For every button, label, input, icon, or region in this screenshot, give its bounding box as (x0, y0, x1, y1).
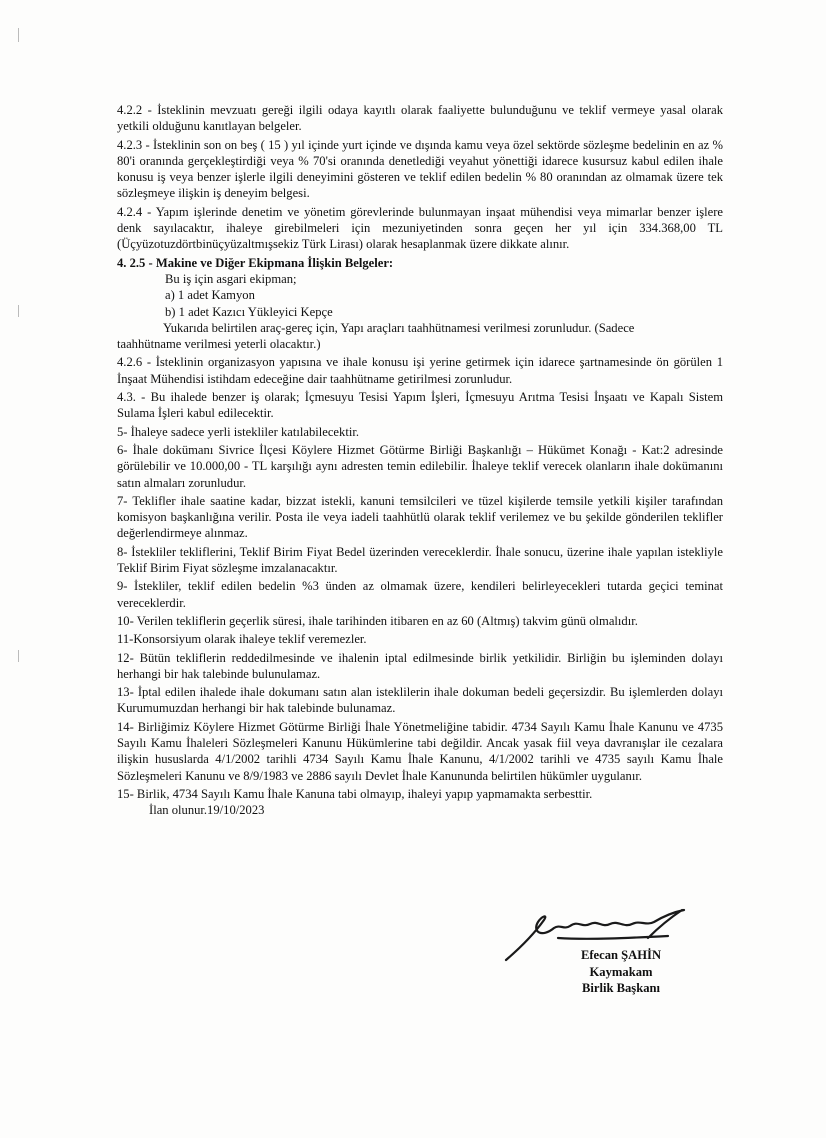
equipment-note-continued: taahhütname verilmesi yeterli olacaktır.) (117, 337, 321, 352)
paragraph-8: 8- İstekliler tekliflerini, Teklif Birim Fiyat Bedel üzerinden vereceklerdir. İhale sonucu, üzerine ihale yapılan istekliyle Teklif Birim Fiyat sözleşme imzalanacaktır. (117, 544, 723, 576)
scan-mark (18, 305, 19, 317)
paragraph-4-2-2: 4.2.2 - İsteklinin mevzuatı gereği ilgili odaya kayıtlı olarak faaliyette bulunduğunu ve teklif vermeye yasal olarak yetkili olduğunu kanıtlayan belgeler. (117, 103, 723, 134)
paragraph-4-2-3: 4.2.3 - İsteklinin son on beş ( 15 ) yıl içinde yurt içinde ve dışında kamu veya özel sektörde sözleşme bedelinin en az % 80'i oranında gerçekleştirdiği veya % 70'si oranında denetlediği veyahut yönettiği idarece kusursuz kabul edilen ihale konusu iş veya benzer işlerle ilgili deneyimini gösteren ve teklif edilen bedelin % 80 oranından az olmamak üzere tek sözleşmeye ilişkin iş deneyim belgesi. (117, 137, 723, 201)
equipment-note: Yukarıda belirtilen araç-gereç için, Yapı araçları taahhütnamesi verilmesi zorunludur. (Sadece (163, 320, 635, 335)
paragraph-14: 14- Birliğimiz Köylere Hizmet Götürme Birliği İhale Yönetmeliğine tabidir. 4734 Sayılı Kamu İhale Kanunu ve 4735 Sayılı Kamu İhaleleri Sözleşmeleri Kanunu Hükümlerine tabi değildir. Ancak yasak fiil veya davranışlar ile cezalara ilişkin hususlarda 4/1/2002 tarihli 4734 Sayılı Kamu İhale Kanunu, 4/1/2002 tarihli ve 4735 sayılı Kamu İhale Sözleşmeleri Kanunu ve 8/9/1983 ve 2886 sayılı Devlet İhale Kanununda belirtilen hükümler uygulanır. (117, 719, 723, 783)
signatory-block (556, 947, 686, 997)
paragraph-15: 15- Birlik, 4734 Sayılı Kamu İhale Kanuna tabi olmayıp, ihaleyi yapıp yapmamakta serbesttir. (117, 786, 593, 801)
scan-mark (18, 28, 19, 42)
equipment-intro: Bu iş için asgari ekipman; (165, 271, 297, 286)
equipment-item: a) 1 adet Kamyon (165, 288, 255, 303)
document-body (117, 102, 723, 820)
paragraph-11: 11-Konsorsiyum olarak ihaleye teklif veremezler. (117, 632, 367, 647)
equipment-item: b) 1 adet Kazıcı Yükleyici Kepçe (165, 304, 333, 319)
paragraph-12: 12- Bütün tekliflerin reddedilmesinde ve ihalenin iptal edilmesinde birlik yetkilidir. Birliğin bu işleminden dolayı herhangi bir hak talebinde bulunulamaz. (117, 650, 723, 681)
paragraph-13: 13- İptal edilen ihalede ihale dokumanı satın alan isteklilerin ihale dokuman bedeli geçersizdir. Bu işlemlerden dolayı Kurumumuzdan herhangi bir hak talebinde bulunamaz. (117, 685, 723, 716)
paragraph-7: 7- Teklifler ihale saatine kadar, bizzat istekli, kanuni temsilcileri ve tüzel kişilerde temsile yetkili kişiler tarafından komisyon başkanlığına verilir. Posta ile veya iadeli taahhütlü olarak teklif verilemez ve bu şekilde gönderilen teklifler değerlendirmeye alınmaz. (117, 493, 723, 541)
scan-mark (18, 650, 19, 662)
paragraph-6: 6- İhale dokümanı Sivrice İlçesi Köylere Hizmet Götürme Birliği Başkanlığı – Hükümet Konağı - Kat:2 adresinde görülebilir ve 10.000,00 - TL karşılığı aynı adresten temin edilebilir. İhaleye teklif verecek olanların ihale dokümanını satın almaları zorunludur. (117, 442, 723, 490)
equipment-heading: 4. 2.5 - Makine ve Diğer Ekipmana İlişkin Belgeler: (117, 255, 394, 270)
paragraph-5: 5- İhaleye sadece yerli istekliler katılabilecektir. (117, 424, 359, 439)
paragraph-4-2-4: 4.2.4 - Yapım işlerinde denetim ve yönetim görevlerinde bulunmayan inşaat mühendisi veya mimarlar benzer işlere denk sayılacaktır, ihaleye girebilmeleri için mezuniyetinden sonra geçen her yıl için 334.368,00 TL (Üçyüzotuzdörtbinüçyüzaltmışsekiz Türk Lirası) olarak hesaplanmak üzere dikkate alınır. (117, 204, 723, 252)
paragraph-4-2-6: 4.2.6 - İsteklinin organizasyon yapısına ve ihale konusu işi yerine getirmek için idarece şartnamesinde ön görülen 1 İnşaat Mühendisi istihdam edeceğine dair taahhütname getirilmesi zorunludur. (117, 355, 723, 386)
signatory-title-2: Birlik Başkanı (581, 981, 661, 995)
paragraph-4-3: 4.3. - Bu ihalede benzer iş olarak; İçmesuyu Tesisi Yapım İşleri, İçmesuyu Arıtma Tesisi İnşaatı ve Kapalı Sistem Sulama İşleri kabul edilecektir. (117, 390, 723, 421)
signatory-title: Kaymakam (589, 964, 653, 979)
ilan-date: İlan olunur.19/10/2023 (149, 803, 265, 818)
paragraph-9: 9- İstekliler, teklif edilen bedelin %3 ünden az olmamak üzere, kendileri belirleyecekleri tutarda geçici teminat vereceklerdir. (117, 579, 723, 610)
paragraph-10: 10- Verilen tekliflerin geçerlik süresi, ihale tarihinden itibaren en az 60 (Altmış) takvim günü olmalıdır. (117, 613, 638, 628)
signatory-name: Efecan ŞAHİN (580, 948, 662, 962)
